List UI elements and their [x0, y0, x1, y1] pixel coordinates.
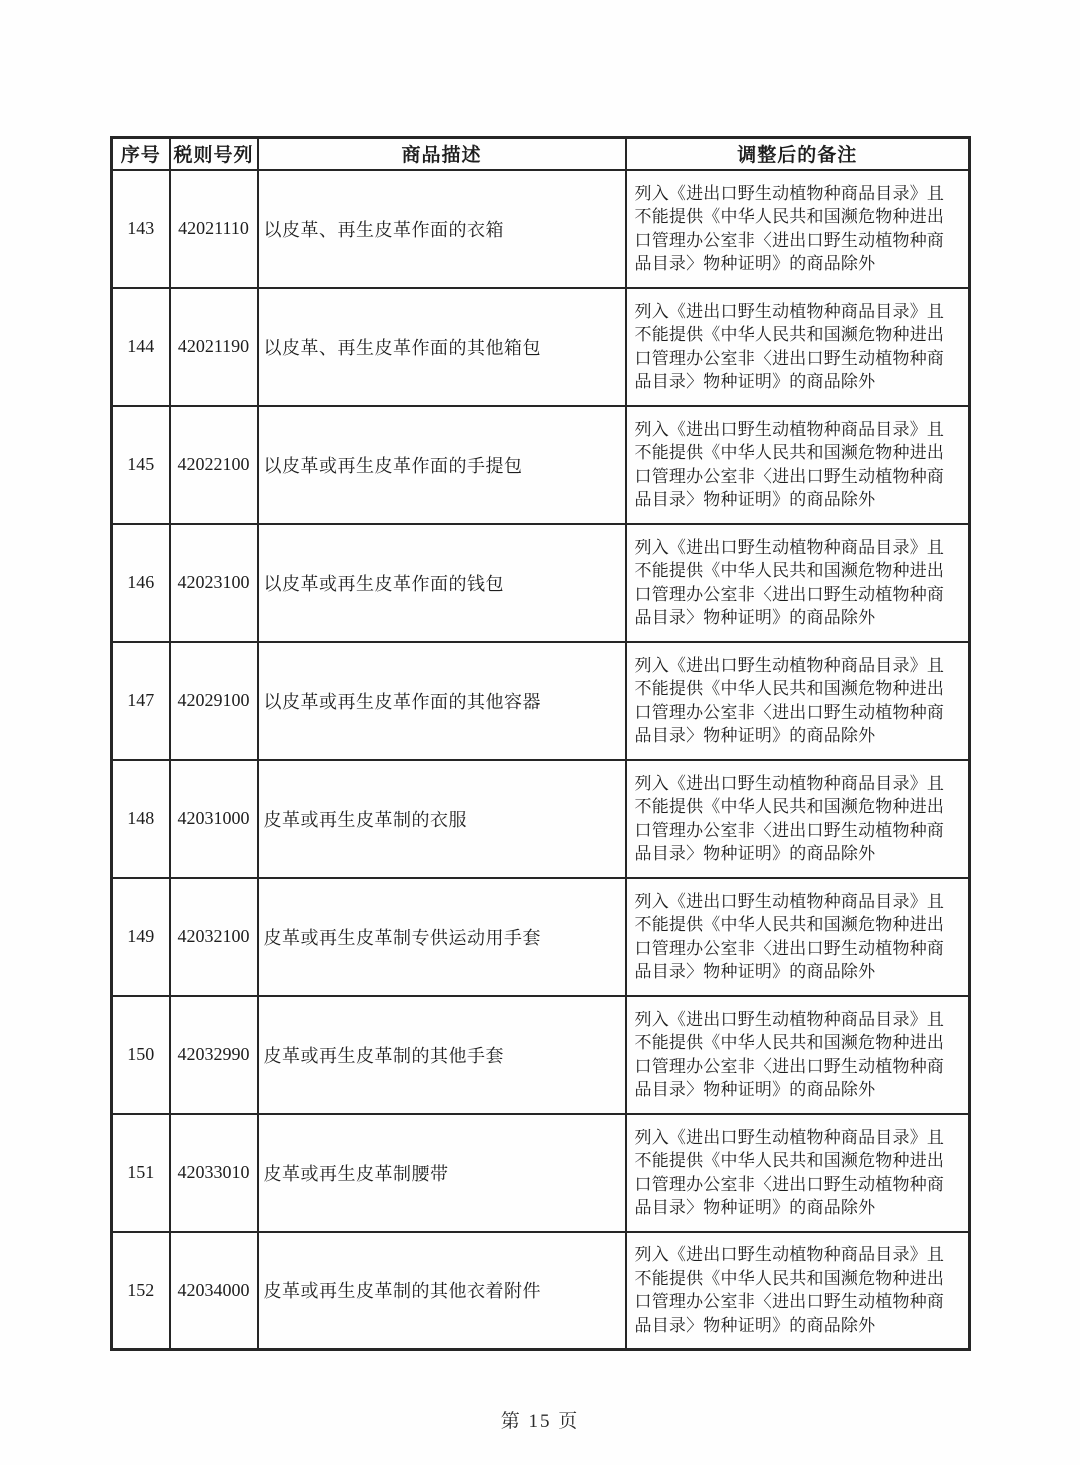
row-desc: 皮革或再生皮革制的其他手套: [258, 996, 626, 1114]
row-desc: 以皮革或再生皮革作面的其他容器: [258, 642, 626, 760]
row-remark: 列入《进出口野生动植物种商品目录》且不能提供《中华人民共和国濒危物种进出口管理办公室非〈进出口野生动植物种商品目录〉物种证明》的商品除外: [626, 760, 970, 878]
row-remark: 列入《进出口野生动植物种商品目录》且不能提供《中华人民共和国濒危物种进出口管理办公室非〈进出口野生动植物种商品目录〉物种证明》的商品除外: [626, 1232, 970, 1350]
row-remark: 列入《进出口野生动植物种商品目录》且不能提供《中华人民共和国濒危物种进出口管理办公室非〈进出口野生动植物种商品目录〉物种证明》的商品除外: [626, 288, 970, 406]
row-no: 151: [112, 1114, 170, 1232]
row-code: 42032100: [170, 878, 258, 996]
table-row: [112, 170, 970, 288]
table-row: [112, 878, 970, 996]
row-remark: 列入《进出口野生动植物种商品目录》且不能提供《中华人民共和国濒危物种进出口管理办公室非〈进出口野生动植物种商品目录〉物种证明》的商品除外: [626, 878, 970, 996]
row-no: 150: [112, 996, 170, 1114]
row-code: 42022100: [170, 406, 258, 524]
row-no: 148: [112, 760, 170, 878]
row-no: 147: [112, 642, 170, 760]
row-no: 145: [112, 406, 170, 524]
row-no: 149: [112, 878, 170, 996]
table-row: [112, 288, 970, 406]
header-commodity-description: 商品描述: [258, 138, 626, 170]
table-row: [112, 1232, 970, 1350]
row-remark: 列入《进出口野生动植物种商品目录》且不能提供《中华人民共和国濒危物种进出口管理办公室非〈进出口野生动植物种商品目录〉物种证明》的商品除外: [626, 406, 970, 524]
row-remark: 列入《进出口野生动植物种商品目录》且不能提供《中华人民共和国濒危物种进出口管理办公室非〈进出口野生动植物种商品目录〉物种证明》的商品除外: [626, 1114, 970, 1232]
row-no: 143: [112, 170, 170, 288]
row-no: 144: [112, 288, 170, 406]
row-desc: 皮革或再生皮革制腰带: [258, 1114, 626, 1232]
row-desc: 以皮革、再生皮革作面的衣箱: [258, 170, 626, 288]
row-desc: 皮革或再生皮革制的衣服: [258, 760, 626, 878]
row-remark: 列入《进出口野生动植物种商品目录》且不能提供《中华人民共和国濒危物种进出口管理办公室非〈进出口野生动植物种商品目录〉物种证明》的商品除外: [626, 524, 970, 642]
header-adjusted-remark: 调整后的备注: [626, 138, 970, 170]
row-no: 146: [112, 524, 170, 642]
row-code: 42031000: [170, 760, 258, 878]
table-body: [112, 170, 970, 1350]
row-remark: 列入《进出口野生动植物种商品目录》且不能提供《中华人民共和国濒危物种进出口管理办公室非〈进出口野生动植物种商品目录〉物种证明》的商品除外: [626, 642, 970, 760]
row-no: 152: [112, 1232, 170, 1350]
page-number: 第 15 页: [500, 1411, 580, 1432]
header-serial-number: 序号: [112, 138, 170, 170]
table-row: [112, 1114, 970, 1232]
table-row: [112, 524, 970, 642]
table-row: [112, 760, 970, 878]
row-remark: 列入《进出口野生动植物种商品目录》且不能提供《中华人民共和国濒危物种进出口管理办公室非〈进出口野生动植物种商品目录〉物种证明》的商品除外: [626, 996, 970, 1114]
row-code: 42021110: [170, 170, 258, 288]
table-row: [112, 642, 970, 760]
row-code: 42032990: [170, 996, 258, 1114]
table-header-row: [112, 138, 970, 170]
row-code: 42021190: [170, 288, 258, 406]
table-row: [112, 996, 970, 1114]
row-code: 42029100: [170, 642, 258, 760]
row-desc: 以皮革或再生皮革作面的钱包: [258, 524, 626, 642]
row-desc: 皮革或再生皮革制的其他衣着附件: [258, 1232, 626, 1350]
row-desc: 皮革或再生皮革制专供运动用手套: [258, 878, 626, 996]
row-remark: 列入《进出口野生动植物种商品目录》且不能提供《中华人民共和国濒危物种进出口管理办公室非〈进出口野生动植物种商品目录〉物种证明》的商品除外: [626, 170, 970, 288]
table-row: [112, 406, 970, 524]
row-desc: 以皮革或再生皮革作面的手提包: [258, 406, 626, 524]
row-code: 42023100: [170, 524, 258, 642]
row-code: 42034000: [170, 1232, 258, 1350]
row-code: 42033010: [170, 1114, 258, 1232]
tariff-table: [110, 136, 971, 1351]
header-tariff-code: 税则号列: [170, 138, 258, 170]
row-desc: 以皮革、再生皮革作面的其他箱包: [258, 288, 626, 406]
